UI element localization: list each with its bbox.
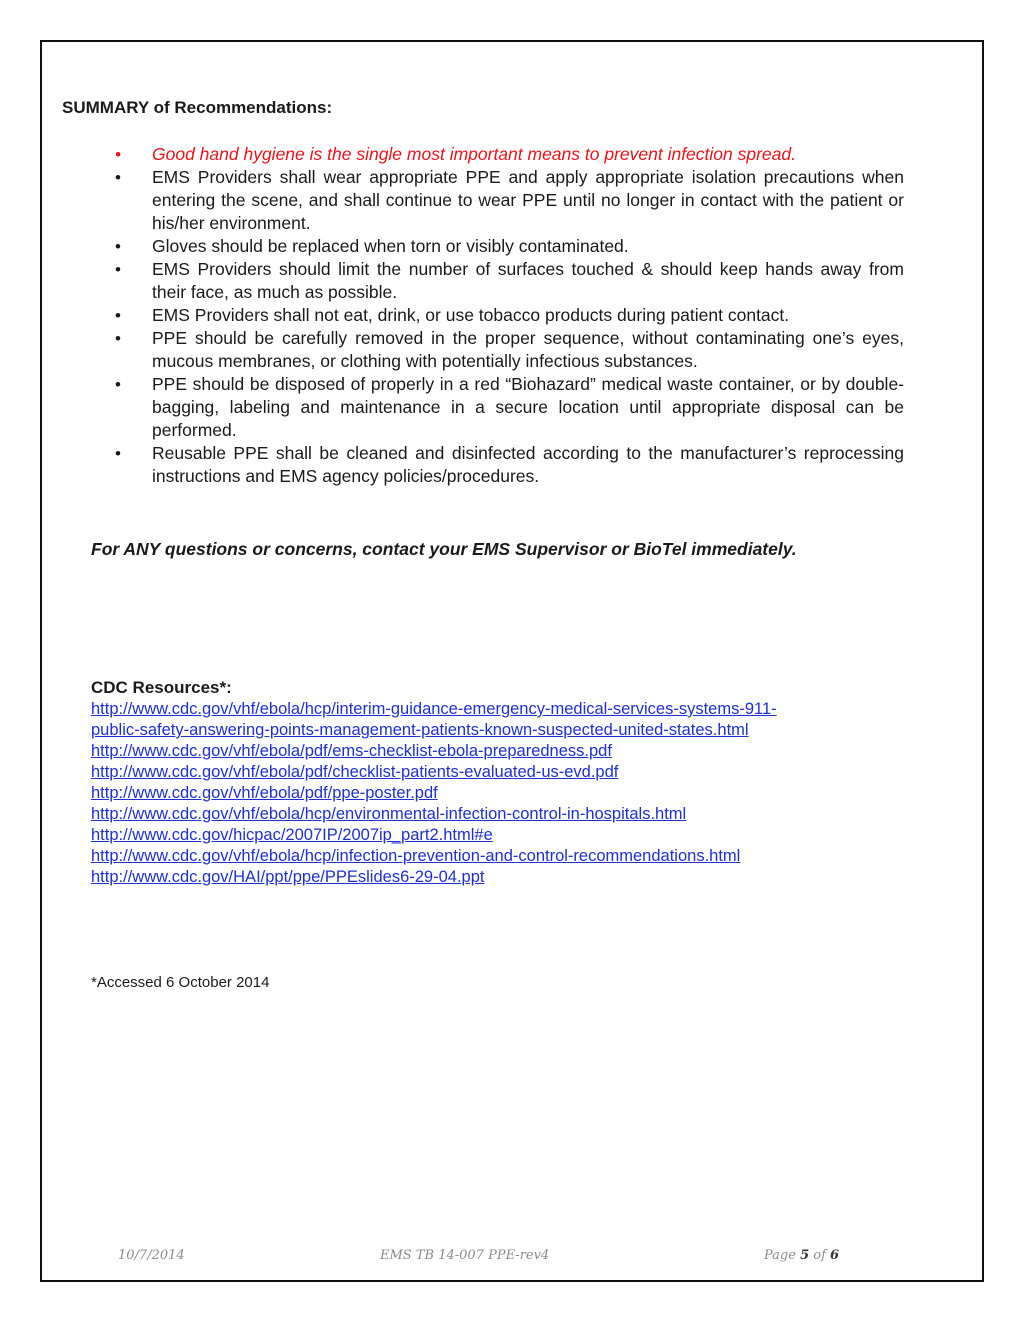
page-mid: of (809, 1248, 831, 1263)
page-prefix: Page (764, 1248, 801, 1263)
link-row (91, 699, 777, 720)
link-row (91, 846, 777, 867)
link-row (91, 825, 777, 846)
link-row (91, 720, 777, 741)
link-row (91, 762, 777, 783)
list-item: • PPE should be disposed of properly in a red “Biohazard” medical waste container, or by double-bagging, labeling and maintenance in a secure location until appropriate disposal can be performed. (100, 373, 904, 442)
link-row (91, 741, 777, 762)
cdc-link[interactable]: http://www.cdc.gov/vhf/ebola/hcp/interim-guidance-emergency-medical-services-systems-911- (91, 700, 777, 718)
list-item: • EMS Providers shall wear appropriate PPE and apply appropriate isolation precautions when entering the scene, and shall continue to wear PPE until no longer in contact with the patient or his/her environment. (100, 166, 904, 235)
cdc-link[interactable]: http://www.cdc.gov/vhf/ebola/hcp/environmental-infection-control-in-hospitals.html (91, 805, 687, 823)
link-row (91, 783, 777, 804)
cdc-link[interactable]: public-safety-answering-points-management-patients-known-suspected-united-states.html (91, 721, 749, 739)
list-item: • EMS Providers should limit the number of surfaces touched & should keep hands away from their face, as much as possible. (100, 258, 904, 304)
list-item: • Reusable PPE shall be cleaned and disinfected according to the manufacturer’s reprocessing instructions and EMS agency policies/procedures. (100, 442, 904, 488)
list-item: • Good hand hygiene is the single most important means to prevent infection spread. (100, 143, 904, 166)
list-item: • PPE should be carefully removed in the proper sequence, without contaminating one’s eyes, mucous membranes, or clothing with potentially infectious substances. (100, 327, 904, 373)
cdc-resources-heading: CDC Resources*: (91, 678, 232, 697)
page-total: 6 (830, 1248, 840, 1263)
access-note: *Accessed 6 October 2014 (91, 974, 270, 991)
footer-doc-id: EMS TB 14-007 PPE-rev4 (380, 1248, 550, 1263)
cdc-link[interactable]: http://www.cdc.gov/HAI/ppt/ppe/PPEslides6-29-04.ppt (91, 868, 485, 886)
cdc-link[interactable]: http://www.cdc.gov/hicpac/2007IP/2007ip_part2.html#e (91, 826, 493, 844)
cdc-link[interactable]: http://www.cdc.gov/vhf/ebola/pdf/ems-checklist-ebola-preparedness.pdf (91, 742, 612, 760)
page-current: 5 (800, 1248, 810, 1263)
cdc-link[interactable]: http://www.cdc.gov/vhf/ebola/hcp/infection-prevention-and-control-recommendations.html (91, 847, 741, 865)
link-row (91, 804, 777, 825)
summary-heading: SUMMARY of Recommendations: (62, 98, 333, 117)
link-row (91, 867, 777, 888)
contact-instruction: For ANY questions or concerns, contact your EMS Supervisor or BioTel immediately. (91, 539, 797, 559)
list-item: • EMS Providers shall not eat, drink, or use tobacco products during patient contact. (100, 304, 904, 327)
footer-page-number (764, 1248, 839, 1263)
cdc-link-list (91, 699, 777, 888)
cdc-link[interactable]: http://www.cdc.gov/vhf/ebola/pdf/ppe-poster.pdf (91, 784, 438, 802)
list-item: • Gloves should be replaced when torn or visibly contaminated. (100, 235, 904, 258)
footer-date: 10/7/2014 (118, 1248, 185, 1263)
cdc-link[interactable]: http://www.cdc.gov/vhf/ebola/pdf/checklist-patients-evaluated-us-evd.pdf (91, 763, 619, 781)
recommendations-list (100, 143, 904, 488)
